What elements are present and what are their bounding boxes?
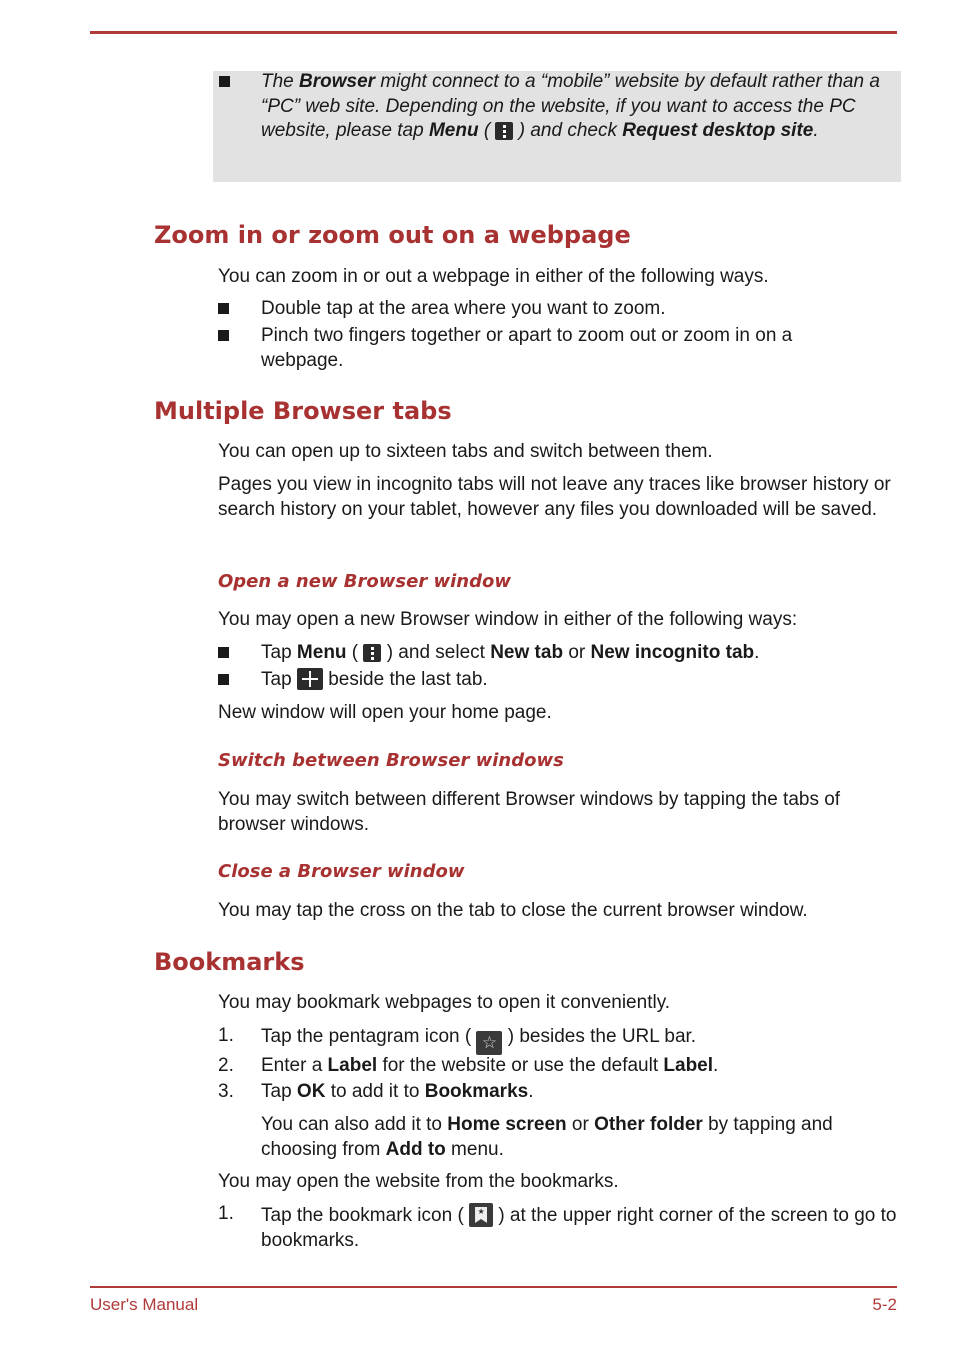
text-run: ) and select — [381, 642, 491, 663]
open-bullet-2 — [261, 668, 901, 693]
step-number: 1. — [218, 1025, 234, 1046]
bookmark-open-step-1 — [261, 1203, 901, 1253]
close-para: You may tap the cross on the tab to close the current browser window. — [218, 900, 808, 921]
menu-icon — [495, 122, 513, 140]
open-outro: New window will open your home page. — [218, 702, 552, 723]
text-run: for the website or use the default — [377, 1055, 664, 1076]
bold-label: Label — [327, 1055, 378, 1076]
bold-menu: Menu — [296, 642, 347, 663]
bookmarks-open-intro: You may open the website from the bookmarks. — [218, 1171, 619, 1192]
bullet-square-icon — [218, 674, 229, 685]
text-run: Tap — [261, 669, 297, 690]
open-bullet-1 — [261, 641, 901, 666]
bookmark-step-3-detail — [261, 1113, 891, 1162]
menu-icon — [363, 644, 381, 662]
note-run: The — [261, 71, 300, 92]
bookmark-step-3 — [261, 1080, 901, 1105]
bookmarks-intro: You may bookmark webpages to open it conveniently. — [218, 992, 671, 1013]
bookmark-step-2 — [261, 1054, 901, 1079]
note-text — [261, 70, 893, 144]
text-run: Tap — [261, 1081, 297, 1102]
footer-rule — [90, 1286, 897, 1288]
text-run: or — [563, 642, 591, 663]
open-intro: You may open a new Browser window in either of the following ways: — [218, 609, 798, 630]
heading-bookmarks: Bookmarks — [154, 948, 305, 976]
bold-bookmarks: Bookmarks — [424, 1081, 529, 1102]
heading-close-window: Close a Browser window — [218, 861, 465, 882]
note-run: might connect to a “mobile” website by default rather than a “PC” web site. Depending on the website, if you want to access the PC website, please tap — [261, 71, 880, 141]
zoom-bullet-1: Double tap at the area where you want to zoom. — [261, 298, 666, 319]
heading-zoom: Zoom in or zoom out on a webpage — [154, 221, 631, 249]
tabs-para-2: Pages you view in incognito tabs will not leave any traces like browser history or search history on your tablet, however any files you downloaded will be saved. — [218, 474, 891, 520]
note-run: . — [813, 120, 819, 141]
star-icon: ☆ — [476, 1031, 502, 1055]
note-bold-browser: Browser — [299, 71, 376, 92]
text-run: beside the last tab. — [322, 669, 488, 690]
plus-icon — [297, 668, 323, 690]
zoom-intro: You can zoom in or out a webpage in either of the following ways. — [218, 266, 769, 287]
text-run: . — [754, 642, 760, 663]
note-bold-menu: Menu — [428, 120, 479, 141]
tabs-para-1: You can open up to sixteen tabs and switch between them. — [218, 441, 713, 462]
text-run: Tap the bookmark icon ( — [261, 1205, 470, 1226]
note-box — [213, 71, 901, 182]
heading-open-window: Open a new Browser window — [218, 571, 511, 592]
text-run: ) at the upper right corner of the screen to go to bookmarks. — [261, 1205, 897, 1251]
text-run: You can also add it to — [261, 1114, 448, 1135]
bold-home-screen: Home screen — [447, 1114, 567, 1135]
bullet-square-icon — [219, 76, 230, 87]
bold-new-incognito-tab: New incognito tab — [590, 642, 755, 663]
text-run: by tapping and choosing from — [261, 1114, 833, 1160]
note-run: ) and check — [513, 120, 623, 141]
step-number: 1. — [218, 1203, 234, 1224]
text-run: or — [566, 1114, 595, 1135]
heading-switch-windows: Switch between Browser windows — [218, 750, 564, 771]
note-bold-request-desktop: Request desktop site — [622, 120, 814, 141]
switch-para: You may switch between different Browser windows by tapping the tabs of browser windows. — [218, 789, 841, 835]
heading-multiple-tabs: Multiple Browser tabs — [154, 397, 452, 425]
footer-page-number: 5-2 — [872, 1295, 897, 1314]
text-run: menu. — [445, 1138, 504, 1160]
bold-ok: OK — [296, 1081, 326, 1102]
text-run: to add it to — [325, 1081, 425, 1102]
text-run: . — [713, 1055, 719, 1076]
bold-other-folder: Other folder — [594, 1114, 703, 1135]
text-run: Tap — [261, 642, 297, 663]
text-run: . — [528, 1081, 534, 1102]
bookmark-step-1 — [261, 1025, 901, 1055]
bold-label: Label — [663, 1055, 714, 1076]
bullet-square-icon — [218, 647, 229, 658]
text-run: ) besides the URL bar. — [502, 1026, 697, 1047]
bold-add-to: Add to — [385, 1138, 446, 1160]
footer-manual-title: User's Manual — [90, 1295, 199, 1314]
bold-new-tab: New tab — [490, 642, 564, 663]
step-number: 2. — [218, 1055, 234, 1076]
bullet-square-icon — [218, 303, 229, 314]
text-run: Enter a — [261, 1055, 328, 1076]
bookmark-icon: ★ — [469, 1203, 493, 1227]
step-number: 3. — [218, 1081, 234, 1102]
text-run: ( — [346, 642, 364, 663]
bullet-square-icon — [218, 330, 229, 341]
zoom-bullet-2: Pinch two fingers together or apart to zoom out or zoom in on a webpage. — [261, 325, 793, 371]
text-run: Tap the pentagram icon ( — [261, 1026, 477, 1047]
header-rule — [90, 31, 897, 34]
note-run: ( — [478, 120, 496, 141]
